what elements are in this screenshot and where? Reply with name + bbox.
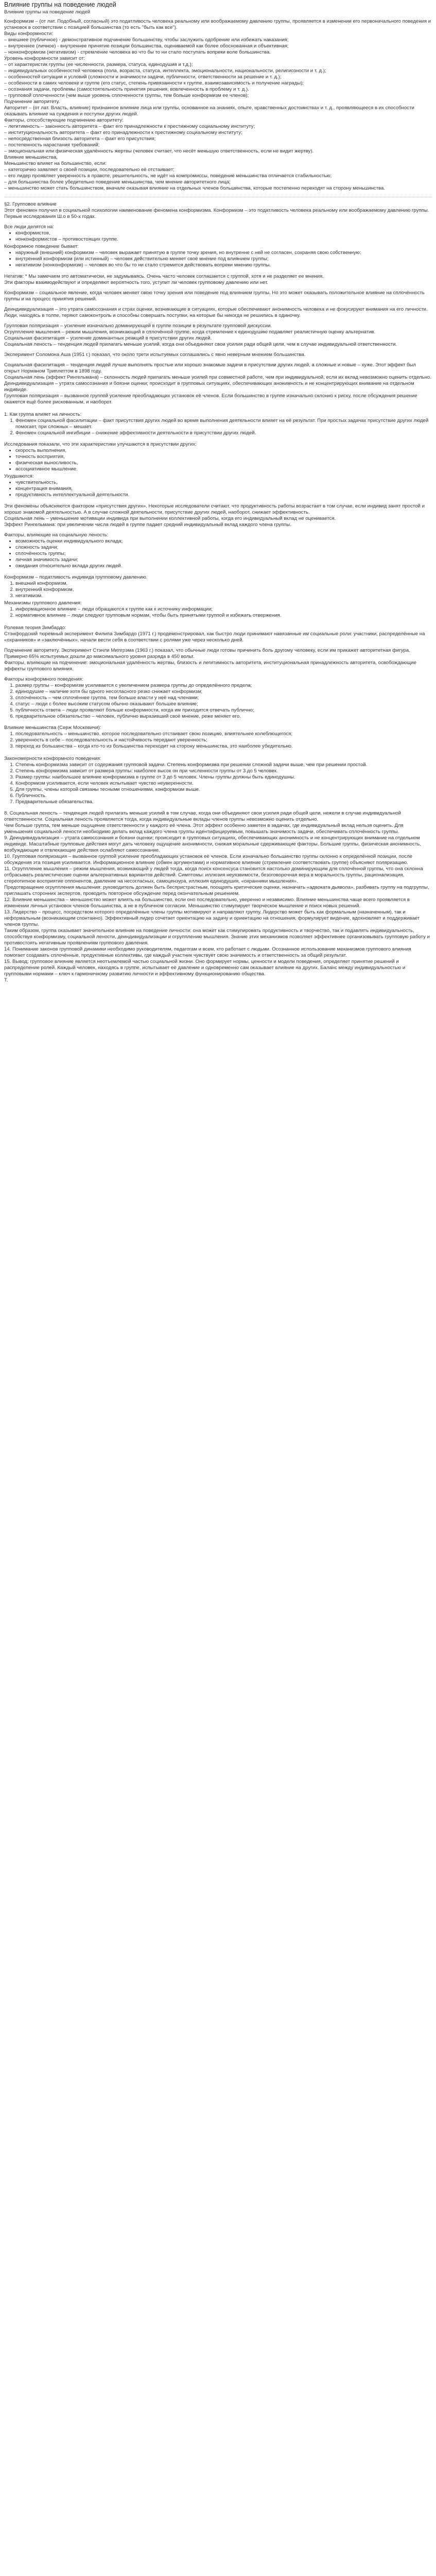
- list-label: Влияние меньшинства (Серж Московичи):: [4, 725, 101, 731]
- list-item: 4. Конформизм усиливается, если человек испытывает чувство неуверенности.: [15, 781, 432, 787]
- paragraph: – групповой сплоченности (чем выше уровень сплоченности группы, тем больше конформизм ее членов);: [4, 93, 249, 98]
- list-item: 1. информационное влияние – люди обращаются к группе как к источнику информации;: [15, 606, 432, 613]
- paragraph: Первые исследования Ш.о в 50-х годах.: [4, 214, 96, 219]
- list-item: 2. Феномен социальной ингибиции – снижение эффективности деятельности в присутствии других людей.: [15, 430, 432, 436]
- paragraph: Эти факторы взаимодействуют и определяют вероятность того, уступит ли человек групповому давлению или нет.: [4, 280, 269, 285]
- list-item: • ассоциативное мышление.: [15, 466, 432, 472]
- paragraph: Стэнфордский тюремный эксперимент Филипа Зимбардо (1971 г.) продемонстрировал, как быстро люди принимают навязанные им социальные роли: участники, распределённые на «охранников» и «заключённых», начали вести себя в соответствии с ролями уже через несколько дней.: [4, 631, 425, 643]
- paragraph: – легитимность – законность авторитета – факт его принадлежности к престижному социальному институту;: [4, 124, 255, 129]
- list-label: Факторы, влияющие на социальную леность:: [4, 532, 109, 538]
- list-item: 6. Публичность.: [15, 793, 432, 799]
- list-item: 2. уверенность в себе – последовательность и настойчивость передают уверенность;: [15, 737, 432, 743]
- list-item: • нонконформистов – противостоящих группе.: [15, 236, 432, 243]
- paragraph: Негатив: * Мы замечаем это автоматически, не задумываясь. Очень часто человек соглашается с группой, хотя и не разделяет ее мнения.: [4, 274, 324, 279]
- paragraph: Социальная лень (эффект Рингельмана) – склонность людей прилагать меньше усилий при совместной работе, чем при индивидуальной, если их вклад невозможно оценить отдельно.: [4, 375, 431, 380]
- paragraph: Меньшинство влияет на большинство, если:: [4, 161, 107, 166]
- section-heading: Закономерности конформного поведения:: [4, 756, 101, 761]
- list-item: 1. размер группы – конформизм усиливается с увеличением размера группы до определённого предела;: [15, 683, 432, 689]
- list-label: Конформизм – податливость индивида групповому давлению.: [4, 574, 148, 580]
- page-title: Влияние группы на поведение людей: [4, 1, 116, 8]
- paragraph: Влияние меньшинства.: [4, 155, 58, 160]
- paragraph: – его лидер проявляет уверенность в правоте, решительность, не идёт на компромиссы, поведение меньшинства отличается стабильностью;: [4, 173, 332, 179]
- section-heading: 1. Как группа влияет на личность:: [4, 412, 82, 417]
- paragraph: – внутреннее (личное) - внутреннее принятие позиции большинства, оцениваемой как более обоснованная и объективная;: [4, 43, 289, 49]
- section-heading: §2. Групповое влияние: [4, 201, 57, 207]
- list-label: Ухудшаются:: [4, 473, 34, 479]
- list-item: 2. единодушие – наличие хотя бы одного несогласного резко снижает конформизм;: [15, 689, 432, 695]
- paragraph: 13. Лидерство – процесс, посредством которого определённые члены группы мотивируют и направляют группу. Лидерство может быть как формальным (назначенным), так и неформальным (возникающим спонтанно). Эффективный лидер сочетает ориентацию на задачу и ориентацию на отношения, формулирует видение, вдохновляет и поддерживает членов группы.: [4, 909, 420, 927]
- paragraph: Социальная фасилитация – усиление доминантных реакций в присутствии других людей.: [4, 335, 212, 341]
- list-label: Факторы конформного поведения:: [4, 676, 83, 682]
- paragraph: 8. Социальная леность – тенденция людей прилагать меньше усилий в том случае, когда они объединяют свои усилия ради общей цели, нежели в случае индивидуальной ответственности. Социальная леность проявляется тогда, когда индивидуальные вклады членов группы невозможно оценить отдельно.: [4, 810, 401, 822]
- paragraph: Уровень конформности зависит от:: [4, 56, 85, 61]
- part4-section: [4, 625, 432, 750]
- paragraph: – эмоциональная или физическая удалённость жертвы (человек считает, что несёт меньшую ответственность, если не видит жертву).: [4, 148, 314, 154]
- section-heading: Ролевая теория Зимбардо:: [4, 625, 66, 631]
- list-item: 4. статус – люди с более высоким статусом обычно оказывают большее влияние;: [15, 701, 432, 707]
- document-page: [0, 0, 436, 987]
- worsen-list: [4, 480, 432, 498]
- paragraph: – категорично заявляет о своей позиции, последовательно её отстаивает;: [4, 167, 175, 173]
- paragraph: – непосредственная близость авторитета – факт его присутствия;: [4, 136, 156, 142]
- list-item: 2. Степень конформизма зависит от размера группы: наиболее высок он при численности группы от 3 до 5 человек.: [15, 768, 432, 774]
- paragraph: 11. Огруппление мышления – режим мышления, возникающий у людей тогда, когда поиск консенсуса становится настолько доминирующим для сплочённой группы, что она склонна отбрасывать реалистические оценки альтернативных вариантов действий. Симптомы: иллюзия неуязвимости, безоговорочная вера в моральность группы, рационализация, стереотипное восприятие оппонентов, давление на несогласных, самоцензура, иллюзия единодушия, «охранники мышления».: [4, 866, 423, 884]
- paragraph: – индивидуальных особенностей человека (пола, возраста, статуса, интеллекта, эмоциональности, национальности, религиозности и т. д.);: [4, 68, 326, 74]
- part3-section: [4, 412, 432, 619]
- list-item: 3. переход из большинства – когда кто-то из большинства переходит на сторону меньшинства, это наиболее убедительно.: [15, 743, 432, 750]
- paragraph: – постепенность нарастания требований;: [4, 142, 100, 148]
- list-item: • конформистов,: [15, 230, 432, 236]
- list-item: • физическая выносливость,: [15, 460, 432, 466]
- paragraph: Чем больше группа, тем меньше ощущение ответственности у каждого её члена. Этот эффект особенно заметен в задачах, где индивидуальный вклад нельзя оценить. Для уменьшения социальной лености необходимо делать вклад каждого члена группы идентифицируемым, повышать значимость задачи, обеспечивать сплочённость группы.: [4, 823, 404, 835]
- conformism-types-list: [4, 581, 432, 599]
- paragraph: – особенностей ситуации и условий (сложности и значимости задачи, публичности, ответственности за решение и т. д.);: [4, 74, 282, 80]
- paragraph: Групповая поляризация – вызванное группой усиление преобладающих установок её членов. Если большинство в группе изначально склонно к риску, после обсуждения решение окажется ещё более рискованным, и наоборот.: [4, 393, 417, 405]
- paragraph: Виды конформности:: [4, 31, 53, 37]
- list-item: 5. Для группы, члены которой связаны тесными отношениями, конформизм выше.: [15, 787, 432, 793]
- part2-section: [4, 201, 432, 405]
- page-subtitle: Влияние группы на поведение людей: [4, 9, 91, 15]
- paragraph: Конформизм – социальное явление, когда человек меняет свою точку зрения или поведение под влиянием группы. Но это может оказывать положительное влияние на сплочённость группы и на процесс принятия решений.: [4, 290, 425, 302]
- research-list: [4, 448, 432, 472]
- paragraph: 9. Деиндивидуализация – утрата самосознания и боязни оценки; происходит в групповых ситуациях, обеспечивающих анонимность и не концентрирующих внимание на отдельном индивиде. Масштабные групповые действия могут дать человеку ощущение анонимности, снижая моральные сдерживающие факторы. Большие группы, физическая анонимность, возбуждающие и отвлекающие действия ослабляют самосознание.: [4, 835, 421, 853]
- paragraph: Предотвращение огруппления мышления: руководитель должен быть беспристрастным, поощрять критические оценки, назначать «адвоката дьявола», разбивать группу на подгруппы, приглашать сторонних экспертов, проводить повторное обсуждение перед окончательным решением.: [4, 885, 429, 896]
- paragraph: Огруппление мышления – режим мышления, возникающий в сплочённой группе, когда стремление к единодушию подавляет реалистичную оценку альтернатив.: [4, 329, 376, 335]
- types-list: [4, 230, 432, 243]
- paragraph: Эти феномены объясняются фактором «присутствия других». Некоторые исследователи считают, что продуктивность работы возрастает в том случае, если индивид занят простой и хорошо знакомой деятельностью. А в случае сложной деятельности, присутствие других людей, наоборот, снижает эффективность.: [4, 503, 425, 515]
- list-item: • сплочённость группы;: [15, 551, 432, 557]
- paragraph: – для большинства более убедительно поведение меньшинства, чем мнение авторитетного лица;: [4, 179, 231, 185]
- kinds-list: [4, 250, 432, 268]
- paragraph: Подчинение авторитету. Эксперимент Стэнли Милгрэма (1963 г.) показал, что обычные люди готовы причинить боль другому человеку, если им прикажет авторитетная фигура.: [4, 648, 410, 653]
- list-item: • чувствительность,: [15, 480, 432, 486]
- paragraph: Примерно 65% испытуемых дошли до максимального уровня разряда в 450 вольт.: [4, 654, 195, 659]
- paragraph: Таким образом, группа оказывает значительное влияние на поведение личности: она может как стимулировать продуктивность и творчество, так и подавлять индивидуальность, способствуя конформизму, социальной лености, деиндивидуализации и огрупплению мышления. Знание этих механизмов позволяет эффективнее организовывать групповую работу и противостоять негативным проявлениям группового давления.: [4, 928, 430, 946]
- paragraph: – нонконформизм (негативизм) - стремление человека во что бы то ни стало поступать вопреки воле большинства.: [4, 49, 271, 55]
- list-item: 1. внешний конформизм,: [15, 581, 432, 587]
- paragraph: Факторы, влияющие на подчинение: эмоциональная удалённость жертвы, близость и легитимность авторитета, институциональная принадлежность авторитета, освобождающие эффекты группового влияния.: [4, 660, 416, 672]
- list-item: 3. сплочённость – чем сплочённее группа, тем больше власти у неё над членами;: [15, 695, 432, 701]
- list-item: • возможность оценки индивидуального вклада;: [15, 538, 432, 545]
- pressure-list: [4, 606, 432, 619]
- list-item: 1. Степень конформизма зависит от содержания групповой задачи. Степень конформизма при решении сложной задачи выше, чем при решении простой.: [15, 762, 432, 768]
- paragraph: Деиндивидуализация – это утрата самосознания и страх оценки, возникающие в ситуациях, которые обеспечивают анонимность человека и не фокусируют внимания на его личности.: [4, 307, 428, 312]
- list-label: Механизмы группового давления:: [4, 600, 82, 606]
- list-label: Конформное поведение бывает:: [4, 244, 79, 249]
- list-item: 3. Размер группы: наибольшее влияние конформизма в группе от 3 до 5 человек. Члены группы должны быть единодушны.: [15, 774, 432, 781]
- paragraph: – меньшинство может стать большинством, вначале оказывая влияние на отдельных членов большинства, которые постепенно переходят на сторону меньшинства.: [4, 185, 385, 191]
- paragraph: Конформизм – (от лат. Подобный, согласный) это податливость человека реальному или воображаемому давлению группы, проявляется в изменении его первоначального поведения и установок в соответствии с позицией большинства (то есть "быть как все").: [4, 19, 431, 30]
- list-item: • точность восприятия,: [15, 454, 432, 460]
- paragraph: – осознания задачи, проблемы (самостоятельность принятия решения, вовлеченность в проблему и т. д.).: [4, 87, 249, 92]
- list-item: • внутренний конформизм (или истинный) – человек действительно меняет своё мнение под влиянием группы;: [15, 256, 432, 262]
- paragraph: – от характеристик группы (ее численности, размера, статуса, единодушия и т.д.);: [4, 62, 193, 67]
- conformity-factors-list: [4, 683, 432, 720]
- paragraph: Социальная леность – тенденция людей прилагать меньше усилий, когда они объединяют свои усилия ради общей цели, чем в случае индивидуальной ответственности.: [4, 342, 397, 347]
- paragraph: Факторы, способствующие подчинению авторитету:: [4, 117, 124, 123]
- paragraph: Этот феномен получил в социальной психологии наименование феномена конформизма. Конформизм – это податливость человека реальному или воображаемому давлению группы.: [4, 208, 429, 213]
- paragraph: Подчинение авторитету.: [4, 99, 60, 105]
- paragraph: 12. Влияние меньшинства – меньшинство может влиять на большинство, если оно последовательно, уверенно и независимо. Влияние меньшинства чаще всего проявляется в изменении личных установок членов большинства, а не в публичном согласии. Меньшинство стимулирует творческое мышление и поиск новых решений.: [4, 897, 410, 909]
- paragraph: – особенности в самих человеке и группе (его статус, степень привязанности к группе, взаимозависимость и получение награды);: [4, 80, 304, 86]
- factors-list: [4, 538, 432, 569]
- role-list: [4, 418, 432, 436]
- list-item: 6. предварительное обязательство – человек, публично выразивший своё мнение, реже меняет его.: [15, 714, 432, 720]
- list-item: 1. последовательность – меньшинство, которое последовательно отстаивает свою позицию, влиятельнее колеблющегося;: [15, 731, 432, 737]
- list-item: 3. негативизм.: [15, 593, 432, 599]
- list-item: 7. Предварительные обязательства.: [15, 799, 432, 805]
- list-item: 5. публичность ответа – люди проявляют больше конформности, когда им приходится отвечать публично;: [15, 707, 432, 714]
- paragraph: Эффект Рингельмана: при увеличении числа людей в группе падает средний индивидуальный вклад каждого члена группы.: [4, 522, 291, 528]
- conclusions-list: [4, 762, 432, 805]
- paragraph: 10. Групповая поляризация – вызванное группой усиление преобладающих установок её членов. Если изначально большинство группы склонно к определённой позиции, после обсуждения эта позиция усиливается. Информационное влияние (обмен аргументами) и нормативное влияние (стремление соответствовать группе) объясняют поляризацию.: [4, 854, 412, 866]
- minority-list: [4, 731, 432, 750]
- paragraph: Социальная фасилитация – тенденция людей лучше выполнять простые или хорошо знакомые задачи в присутствии других людей, а сложные и новые – хуже. Этот эффект был открыт Норманом Триплеттом в 1898 году.: [4, 362, 416, 374]
- list-item: • ожидания относительно вклада других людей.: [15, 563, 432, 569]
- list-label: Все люди делятся на:: [4, 224, 55, 230]
- paragraph: Групповая поляризация – усиление изначально доминирующей в группе позиции в результате групповой дискуссии.: [4, 323, 272, 329]
- paragraph: – внешнее (публичное) - демонстративное подчинение большинству, чтобы заслужить одобрение или избежать наказания;: [4, 37, 289, 43]
- list-item: • продуктивность интеллектуальной деятельности.: [15, 492, 432, 498]
- paragraph: Социальная лень – уменьшение мотивации индивида при выполнении коллективной работы, когда его индивидуальный вклад не оценивается.: [4, 516, 336, 521]
- list-label: Исследования показали, что эти характеристики улучшаются в присутствии других:: [4, 442, 197, 447]
- list-item: • негативизм (нонконформизм) – человек во что бы то ни стало стремится действовать вопреки мнению группы.: [15, 262, 432, 268]
- list-item: • сложность задачи;: [15, 545, 432, 551]
- list-item: • наружный (внешний) конформизм – человек выражает принятую в группе точку зрения, но внутренне с ней не согласен, сохраняя свою собственную;: [15, 250, 432, 256]
- paragraph: Эксперимент Соломона Аша (1951 г.) показал, что около трети испытуемых соглашались с явно неверным мнением большинства.: [4, 352, 306, 358]
- part5-section: [4, 756, 432, 984]
- list-item: • скорость выполнения,: [15, 448, 432, 454]
- paragraph: Люди, находясь в толпе, теряют самоконтроль и способны совершать поступки, на которые бы никогда не решились в одиночку.: [4, 313, 301, 318]
- list-item: 2. внутренний конформизм,: [15, 587, 432, 593]
- paragraph: 14. Понимание законов групповой динамики необходимо руководителям, педагогам и всем, кто работает с людьми. Осознанное использование механизмов группового влияния помогает создавать сплочённые, продуктивные коллективы, где каждый участник чувствует свою значимость и ответственность за общий результат.: [4, 946, 411, 958]
- list-item: • концентрация внимания,: [15, 486, 432, 492]
- paragraph: Деиндивидуализация – утрата самосознания и боязни оценки; происходит в групповых ситуациях, обеспечивающих анонимность и не концентрирующих внимание на отдельном индивиде.: [4, 381, 414, 393]
- list-item: • личная значимость задачи;: [15, 557, 432, 563]
- paragraph: 15. Вывод: групповое влияние является неотъемлемой частью социальной жизни. Оно формирует нормы, ценности и модели поведения, определяет принятие решений и распределение ролей. Каждый человек, находясь в группе, испытывает её давление и одновременно сам оказывает влияние на других. Баланс между индивидуальностью и групповыми нормами – ключ к гармоничному развитию личности и эффективному функционированию общества.: [4, 959, 406, 977]
- list-item: 2. нормативное влияние – люди следуют групповым нормам, чтобы быть принятыми группой и избежать отвержения.: [15, 613, 432, 619]
- part1-section: [4, 19, 432, 192]
- paragraph: Авторитет – (от лат. Власть, влияние) признанное влияние лица или группы, основанное на знаниях, опыте, нравственных достоинствах и т. д., проявляющееся в их способности оказывать влияние на суждения и поступки других людей.: [4, 105, 414, 117]
- paragraph: Т.: [4, 977, 8, 983]
- list-item: 1. Феномен социальной фасилитации – факт присутствия других людей во время выполнения деятельности влияет на её результат. При простых задачах присутствие других людей помогает, при сложных – мешает.: [15, 418, 432, 430]
- paragraph: – институциональность авторитета – факт его принадлежности к престижному социальному институту;: [4, 130, 242, 135]
